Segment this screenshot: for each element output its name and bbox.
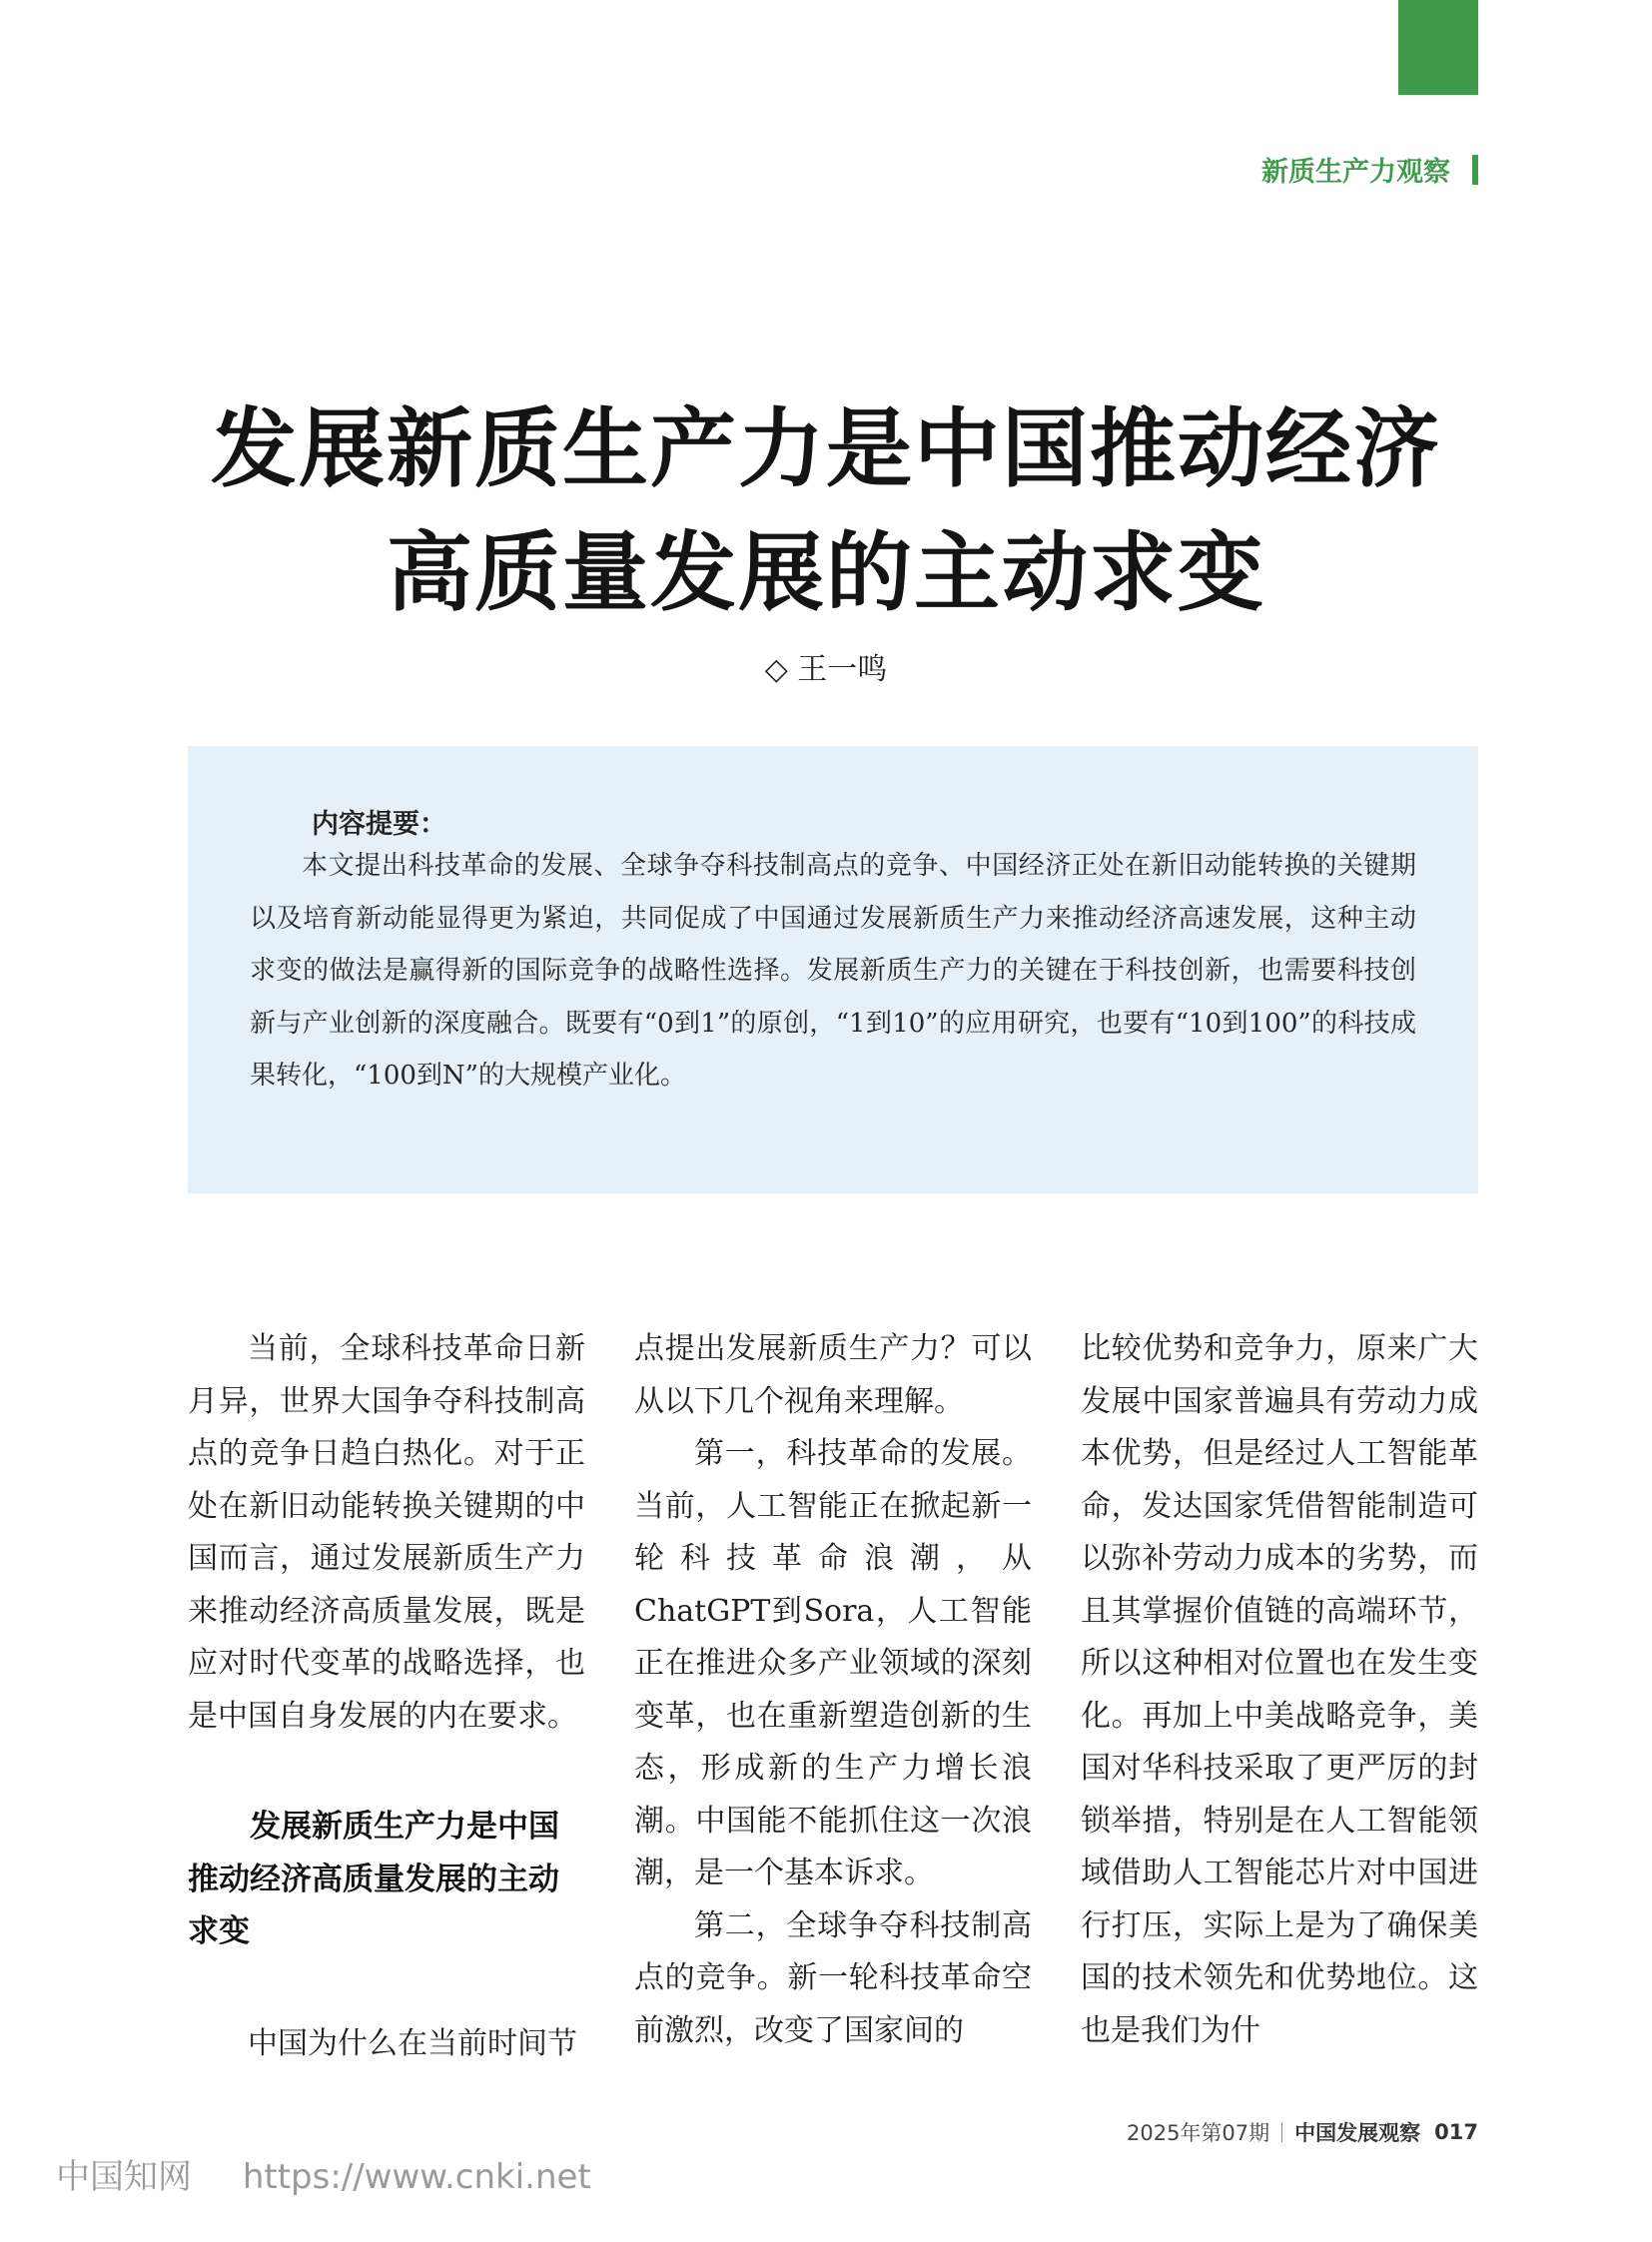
body-paragraph: 第二，全球争夺科技制高点的竞争。新一轮科技革命空前激烈，改变了国家间的 <box>634 1907 1032 2048</box>
section-heading: 发展新质生产力是中国推动经济高质量发展的主动求变 <box>188 1809 559 1949</box>
abstract-label: 内容提要： <box>312 809 446 840</box>
abstract-text: 本文提出科技革命的发展、全球争夺科技制高点的竞争、中国经济正处在新旧动能转换的关键期以及培育新动能显得更为紧迫，共同促成了中国通过发展新质生产力来推动经济高速发展，这种主动求变的做法是赢得新的国际竞争的战略性选择。发展新质生产力的关键在于科技创新，也需要科技创新与产业创新的深度融合。既要有“0到1”的原创，“1到10”的应用研究，也要有“10到100”的科技成果转化，“100到N”的大规模产业化。 <box>250 851 1416 1091</box>
page-footer <box>1127 2117 1478 2147</box>
body-paragraph: 点提出发展新质生产力？可以从以下几个视角来理解。 <box>634 1331 1032 1419</box>
section-bar <box>1472 155 1478 185</box>
body-column-1 <box>188 1323 585 2070</box>
article-title <box>140 387 1512 635</box>
title-line: 发展新质生产力是中国推动经济 <box>211 398 1441 499</box>
body-paragraph: 第一，科技革命的发展。当前，人工智能正在掀起新一轮科技革命浪潮，从ChatGPT到Sora，人工智能正在推进众多产业领域的深刻变革，也在重新塑造创新的生态，形成新的生产力增长浪潮。中国能不能抓住这一次浪潮，是一个基本诉求。 <box>634 1436 1032 1890</box>
section-color-tab <box>1398 0 1478 95</box>
cnki-watermark <box>56 2149 591 2198</box>
section-label: 新质生产力观察 <box>1261 157 1450 188</box>
page-number: 017 <box>1434 2120 1478 2144</box>
abstract-box <box>188 746 1478 1193</box>
magazine-name: 中国发展观察 <box>1294 2121 1421 2145</box>
author-byline: ◇ 王一鸣 <box>764 652 888 687</box>
body-paragraph: 当前，全球科技革命日新月异，世界大国争夺科技制高点的竞争日趋白热化。对于正处在新旧动能转换关键期的中国而言，通过发展新质生产力来推动经济高质量发展，既是应对时代变革的战略选择，也是中国自身发展的内在要求。 <box>188 1331 585 1734</box>
body-column-3 <box>1081 1323 1478 2057</box>
body-paragraph: 比较优势和竞争力，原来广大发展中国家普遍具有劳动力成本优势，但是经过人工智能革命，发达国家凭借智能制造可以弥补劳动力成本的劣势，而且其掌握价值链的高端环节，所以这种相对位置也在发生变化。再加上中美战略竞争，美国对华科技采取了更严厉的封锁举措，特别是在人工智能领域借助人工智能芯片对中国进行打压，实际上是为了确保美国的技术领先和优势地位。这也是我们为什 <box>1081 1331 1478 2048</box>
footer-divider <box>1281 2122 1282 2142</box>
body-column-2 <box>634 1323 1032 2057</box>
issue-label: 2025年第07期 <box>1126 2121 1270 2145</box>
watermark-logo-text: 中国知网 <box>56 2157 192 2197</box>
section-tag <box>1261 150 1478 189</box>
watermark-url: https://www.cnki.net <box>242 2157 591 2197</box>
body-paragraph: 中国为什么在当前时间节 <box>248 2025 577 2061</box>
title-line: 高质量发展的主动求变 <box>387 522 1265 623</box>
